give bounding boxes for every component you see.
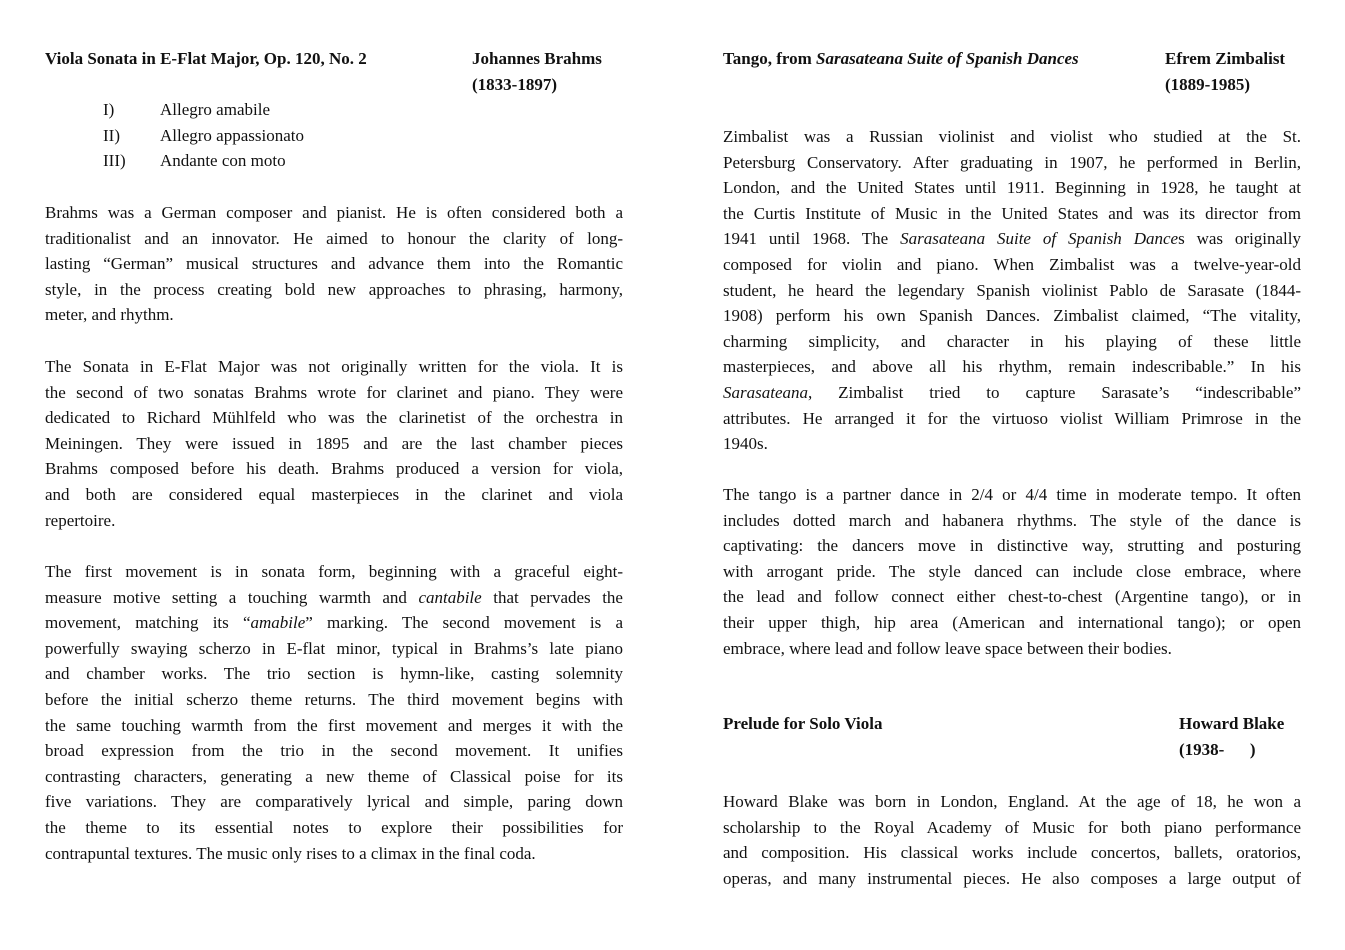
composer-name-brahms: Johannes Brahms — [472, 49, 602, 68]
text-segment: movement, matching its “ — [45, 613, 251, 633]
piece-title-brahms: Viola Sonata in E-Flat Major, Op. 120, No. 2 — [45, 49, 367, 68]
piece-title-tango — [723, 49, 1079, 69]
text-line: before the initial scherzo theme returns. The third movement begins with — [45, 690, 623, 709]
text-line: and both are considered equal masterpieces in the clarinet and viola — [45, 485, 623, 504]
italic-segment: Sarasateana Suite of Spanish Dance — [900, 229, 1179, 249]
text-line: Zimbalist was a Russian violinist and violist who studied at the St. — [723, 127, 1301, 146]
piece-title-italic: Sarasateana Suite of Spanish Dances — [816, 49, 1079, 68]
text-line: attributes. He arranged it for the virtuoso violist William Primrose in the — [723, 408, 1301, 428]
movement-title: Andante con moto — [160, 151, 286, 170]
text-line: contrasting characters, generating a new theme of Classical poise for its — [45, 766, 623, 786]
text-line: student, he heard the legendary Spanish violinist Pablo de Sarasate (1844- — [723, 280, 1301, 300]
text-line: operas, and many instrumental pieces. He also composes a large output of — [723, 868, 1301, 888]
text-line: repertoire. — [45, 510, 116, 530]
text-line: dedicated to Richard Mühlfeld who was the clarinetist of the orchestra in — [45, 408, 623, 428]
piece-title-prelude: Prelude for Solo Viola — [723, 714, 883, 733]
text-line: lasting “German” musical structures and advance them into the Romantic — [45, 254, 623, 274]
text-segment: 1941 until 1968. The — [723, 229, 901, 249]
italic-segment: Sarasateana — [723, 383, 808, 402]
italic-segment: cantabile — [418, 587, 482, 607]
text-segment: s was originally — [1178, 229, 1301, 249]
text-line: The Sonata in E-Flat Major was not originally written for the viola. It is — [45, 357, 623, 376]
text-line: style, in the process creating bold new approaches to phrasing, harmony, — [45, 279, 623, 299]
text-line: scholarship to the Royal Academy of Music for both piano performance — [723, 817, 1301, 837]
text-line — [723, 226, 1301, 252]
text-line — [723, 380, 1301, 406]
text-line: charming simplicity, and character in his playing of these little — [723, 331, 1301, 351]
text-line: and chamber works. The trio section is hymn-like, casting solemnity — [45, 664, 623, 684]
text-line: Meiningen. They were issued in 1895 and are the last chamber pieces — [45, 433, 623, 453]
text-line: The first movement is in sonata form, beginning with a graceful eight- — [45, 562, 623, 581]
text-line: The tango is a partner dance in 2/4 or 4/4 time in moderate tempo. It often — [723, 485, 1301, 504]
movement-title: Allegro amabile — [160, 100, 270, 119]
text-line: London, and the United States until 1911. Beginning in 1928, he taught at — [723, 178, 1301, 198]
text-line: contrapuntal textures. The music only rises to a climax in the final coda. — [45, 843, 536, 863]
text-line: with arrogant pride. The style danced can include close embrace, where — [723, 561, 1301, 581]
text-line: their upper thigh, hip area (American and international tango); or open — [723, 613, 1301, 632]
text-line: embrace, where lead and follow leave space between their bodies. — [723, 638, 1172, 658]
italic-segment: amabile — [250, 613, 306, 633]
text-line: broad expression from the trio in the second movement. It unifies — [45, 741, 623, 761]
composer-dates-brahms: (1833-1897) — [472, 75, 557, 94]
text-segment: that pervades the — [481, 587, 623, 607]
text-line: powerfully swaying scherzo in E-flat minor, typical in Brahms’s late piano — [45, 638, 623, 658]
text-line: Petersburg Conservatory. After graduating in 1907, he performed in Berlin, — [723, 152, 1301, 172]
text-segment: measure motive setting a touching warmth and — [45, 587, 419, 607]
composer-name-blake: Howard Blake — [1179, 714, 1285, 733]
text-line: captivating: the dancers move in distinctive way, strutting and posturing — [723, 536, 1301, 556]
movement-number: III) — [103, 151, 126, 170]
piece-title-prefix: Tango, from — [723, 49, 817, 68]
text-line: traditionalist and an innovator. He aimed to honour the clarity of long- — [45, 228, 623, 248]
text-line: the second of two sonatas Brahms wrote for clarinet and piano. They were — [45, 382, 623, 402]
text-line: and composition. His classical works include concertos, ballets, oratorios, — [723, 843, 1301, 863]
text-line: masterpieces, and above all his rhythm, remain indescribable.” In his — [723, 357, 1301, 377]
text-line: the lead and follow connect either chest-to-chest (Argentine tango), or in — [723, 587, 1301, 607]
text-line: five variations. They are comparatively lyrical and simple, paring down — [45, 792, 623, 812]
text-line — [45, 585, 623, 611]
text-line: 1940s. — [723, 434, 768, 454]
text-line: 1908) perform his own Spanish Dances. Zimbalist claimed, “The vitality, — [723, 306, 1301, 326]
text-line — [45, 610, 623, 636]
text-line: meter, and rhythm. — [45, 305, 174, 325]
composer-dates-zimbalist: (1889-1985) — [1165, 75, 1250, 94]
movement-number: I) — [103, 100, 115, 119]
composer-dates-blake: (1938- ) — [1179, 740, 1256, 759]
text-segment: ” marking. The second movement is a — [305, 613, 623, 633]
text-line: the same touching warmth from the first movement and merges it with the — [45, 715, 623, 735]
text-line: composed for violin and piano. When Zimbalist was a twelve-year-old — [723, 255, 1301, 274]
text-line: Brahms was a German composer and pianist. He is often considered both a — [45, 203, 623, 222]
text-line: Howard Blake was born in London, England. At the age of 18, he won a — [723, 792, 1301, 811]
movement-number: II) — [103, 126, 120, 145]
text-segment: , Zimbalist tried to capture Sarasate’s “indescribable” — [808, 383, 1301, 402]
movement-title: Allegro appassionato — [160, 126, 304, 145]
text-line: includes dotted march and habanera rhythms. The style of the dance is — [723, 510, 1301, 530]
text-line: the Curtis Institute of Music in the United States and was its director from — [723, 203, 1301, 223]
composer-name-zimbalist: Efrem Zimbalist — [1165, 49, 1286, 68]
text-line: the theme to its essential notes to explore their possibilities for — [45, 818, 623, 837]
text-line: Brahms composed before his death. Brahms produced a version for viola, — [45, 459, 623, 479]
